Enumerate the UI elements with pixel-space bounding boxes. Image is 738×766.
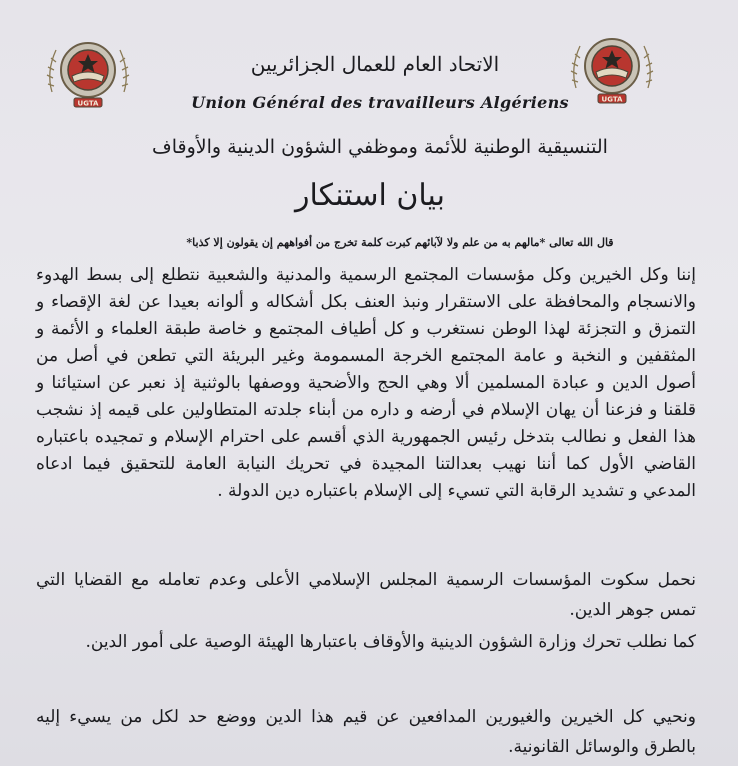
ugta-logo-icon [42, 32, 134, 112]
document-title: بيان استنكار [295, 178, 445, 213]
svg-text:UGTA: UGTA [77, 99, 99, 108]
paragraph: ونحيي كل الخيرين والغيورين المدافعين عن قيم هذا الدين ووضع حد لكل من يسيء إليه بالطرق والوسائل القانونية. [36, 707, 696, 757]
paragraph: كما نطلب تحرك وزارة الشؤون الدينية والأوقاف باعتبارها الهيئة الوصية على أمور الدين. [85, 632, 696, 652]
svg-text:UGTA: UGTA [601, 95, 623, 104]
union-name-arabic: الاتحاد العام للعمال الجزائريين [250, 52, 500, 76]
quran-verse: قال الله تعالى *مالهم به من علم ولا لآبائهم كبرت كلمة تخرج من أفواههم إن يقولون إلا كذبا* [186, 236, 614, 249]
coordination-name: التنسيقية الوطنية للأئمة وموظفي الشؤون الدينية والأوقاف [152, 136, 608, 158]
paragraph: إننا وكل الخيرين وكل مؤسسات المجتمع الرسمية والمدنية والشعبية نتطلع إلى بسط الهدوء والانسجام والمحافظة على الاستقرار ونبذ العنف بكل أشكاله و ألوانه بعيدا عن لغة الإقصاء و التمزق و التجزئة لهذا الوطن نستغرب و كل أطياف المجتمع و خاصة طبقة العلماء و الأئمة و المثقفين و النخبة و عامة المجتمع الخرجة المسمومة وغير البريئة التي تطعن في أصل من أصول الدين و عبادة المسلمين ألا وهي الحج والأضحية ووصفها بالوثنية إذ نعبر عن استيائنا و قلقنا و فزعنا أن يهان الإسلام في أرضه و داره من أبناء جلدته المتطاولين على قيمه إذ نشجب هذا الفعل و نطالب بتدخل رئيس الجمهورية الذي أقسم على احترام الإسلام و تمجيده باعتباره القاضي الأول كما أننا نهيب بعدالتنا المجيدة في تحريك النيابة العامة للتحقيق فيما ادعاه المدعي و تشديد الرقابة التي تسيء إلى الإسلام باعتباره دين الدولة . [36, 265, 696, 501]
paragraph: نحمل سكوت المؤسسات الرسمية المجلس الإسلامي الأعلى وعدم تعامله مع القضايا التي تمس جوهر الدين. [36, 570, 696, 620]
union-name-french: Union Général des travailleurs Algériens [191, 93, 569, 112]
